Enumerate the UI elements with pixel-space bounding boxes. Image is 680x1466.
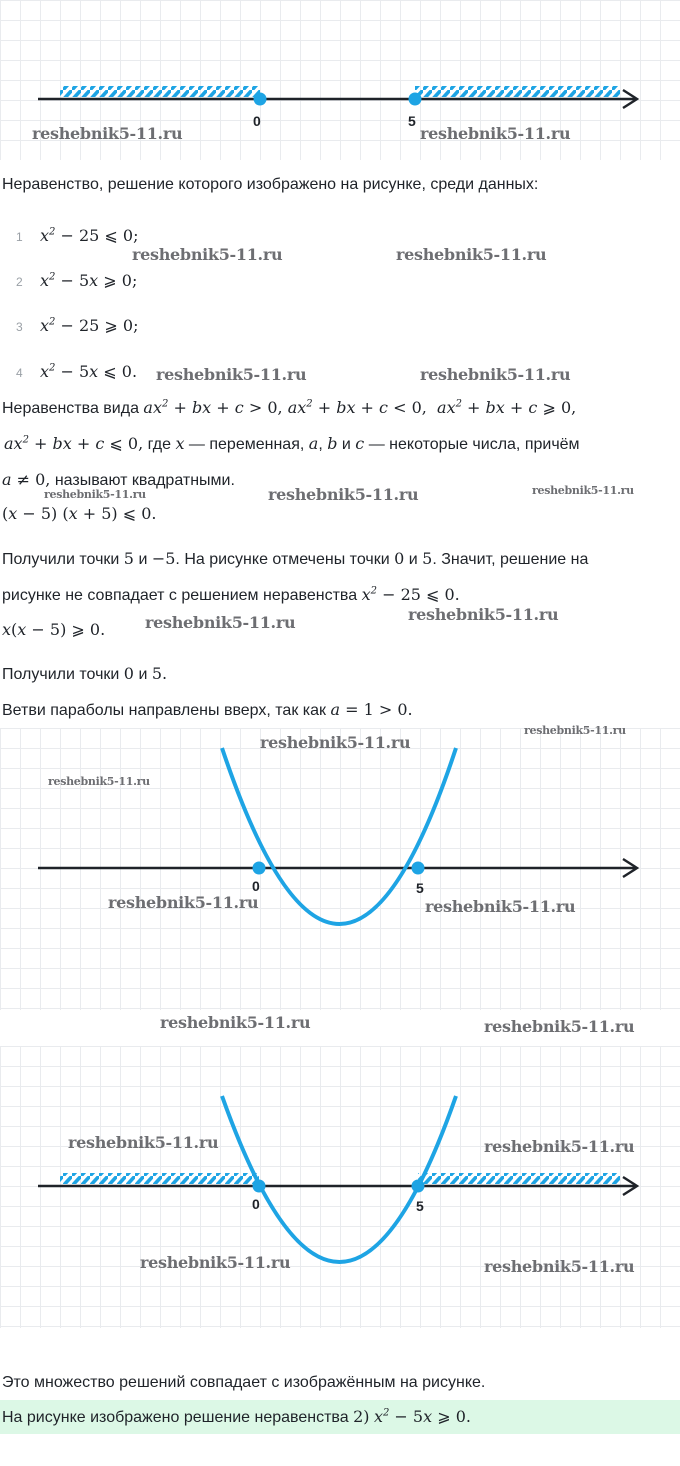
answer-text: На рисунке изображено решение неравенства 2) $x^2 - 5x$ ⩾ 0. xyxy=(2,1407,471,1426)
watermark: reshebnik5-11.ru xyxy=(132,245,283,264)
watermark: reshebnik5-11.ru xyxy=(420,124,571,143)
question-text: Неравенство, решение которого изображено на рисунке, среди данных: xyxy=(2,176,539,193)
option-number: 1 xyxy=(16,230,23,244)
hatch-left xyxy=(60,86,260,97)
figure-number-line xyxy=(0,0,680,160)
watermark: reshebnik5-11.ru xyxy=(425,897,576,916)
option-number: 4 xyxy=(16,366,23,380)
watermark: reshebnik5-11.ru xyxy=(484,1017,635,1036)
root-point-5 xyxy=(412,1180,425,1193)
figure-parabola-solution xyxy=(0,1046,680,1328)
tick-label-5: 5 xyxy=(416,1198,424,1214)
factored-expression-2: x(x − 5) ⩾ 0. xyxy=(2,620,106,639)
watermark: reshebnik5-11.ru xyxy=(532,484,634,497)
watermark: reshebnik5-11.ru xyxy=(108,893,259,912)
option-expression: $x^2 - 25$ ⩾ 0; xyxy=(40,316,139,335)
parabola-solution-svg xyxy=(0,1046,680,1328)
tick-label-0: 0 xyxy=(252,878,260,894)
point-0-filled xyxy=(254,93,267,106)
watermark: reshebnik5-11.ru xyxy=(524,724,626,737)
definition-line-1: Неравенства вида $ax^2$ + bx + c > 0, $ax^2$ + bx + c < 0, $ax^2$ + bx + c ⩾ 0, xyxy=(2,398,577,417)
watermark: reshebnik5-11.ru xyxy=(160,1013,311,1032)
watermark: reshebnik5-11.ru xyxy=(260,733,411,752)
option-number: 3 xyxy=(16,320,23,334)
option-expression: $x^2 - 5x$ ⩾ 0; xyxy=(40,271,138,290)
watermark: reshebnik5-11.ru xyxy=(140,1253,291,1272)
tick-label-0: 0 xyxy=(252,1196,260,1212)
definition-line-3: a ≠ 0, называют квадратными. xyxy=(2,470,235,489)
step2-line-2: Ветви параболы направлены вверх, так как a = 1 > 0. xyxy=(2,700,413,719)
watermark: reshebnik5-11.ru xyxy=(156,365,307,384)
option-expression: $x^2 - 25$ ⩽ 0; xyxy=(40,226,139,245)
figure-parabola xyxy=(0,724,680,1036)
watermark: reshebnik5-11.ru xyxy=(48,775,150,788)
point-5-filled xyxy=(409,93,422,106)
tick-label-0: 0 xyxy=(253,113,261,129)
parabola-svg xyxy=(0,728,680,1010)
step2-line-1: Получили точки 0 и 5. xyxy=(2,664,168,683)
watermark: reshebnik5-11.ru xyxy=(32,124,183,143)
conclusion-text: Это множество решений совпадает с изображённым на рисунке. xyxy=(2,1374,486,1391)
hatch-right xyxy=(418,1173,620,1184)
watermark: reshebnik5-11.ru xyxy=(484,1137,635,1156)
option-number: 2 xyxy=(16,275,23,289)
root-point-5 xyxy=(412,862,425,875)
parabola-curve xyxy=(222,1096,456,1262)
watermark: reshebnik5-11.ru xyxy=(44,488,146,501)
root-point-0 xyxy=(253,862,266,875)
tick-label-5: 5 xyxy=(408,113,416,129)
factored-expression-1: (x − 5) (x + 5) ⩽ 0. xyxy=(2,504,157,523)
watermark: reshebnik5-11.ru xyxy=(68,1133,219,1152)
watermark: reshebnik5-11.ru xyxy=(145,613,296,632)
watermark: reshebnik5-11.ru xyxy=(408,605,559,624)
watermark: reshebnik5-11.ru xyxy=(484,1257,635,1276)
tick-label-5: 5 xyxy=(416,880,424,896)
option-expression: $x^2 - 5x$ ⩽ 0. xyxy=(40,362,138,381)
definition-line-2: $ax^2$ + bx + c ⩽ 0, где x — переменная, a, b и c — некоторые числа, причём xyxy=(4,434,580,453)
watermark: reshebnik5-11.ru xyxy=(420,365,571,384)
hatch-right xyxy=(415,86,620,97)
root-point-0 xyxy=(253,1180,266,1193)
watermark: reshebnik5-11.ru xyxy=(396,245,547,264)
watermark: reshebnik5-11.ru xyxy=(268,485,419,504)
hatch-left xyxy=(60,1173,259,1184)
step1-line-2: рисунке не совпадает с решением неравенства $x^2 - 25$ ⩽ 0. xyxy=(2,585,460,604)
step1-line-1: Получили точки 5 и −5. На рисунке отмечены точки 0 и 5. Значит, решение на xyxy=(2,549,589,568)
